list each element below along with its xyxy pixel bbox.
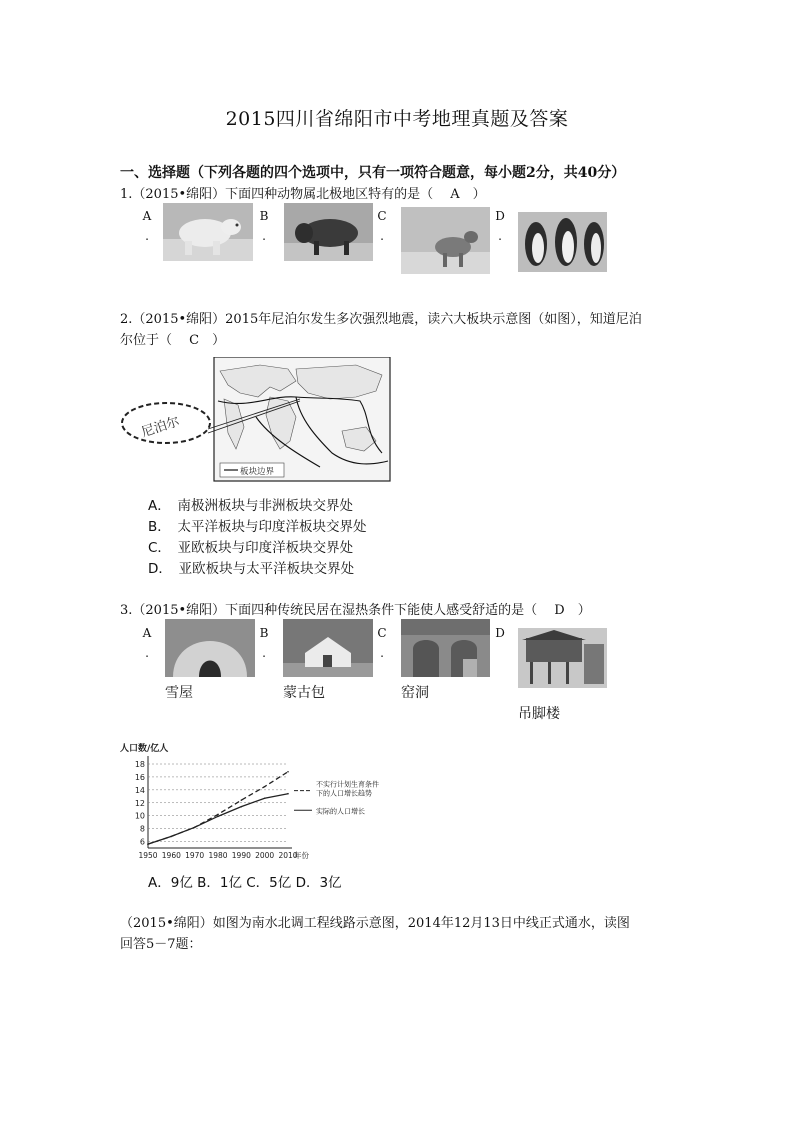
data-point (217, 814, 219, 816)
q2-choice-c: C． 亚欧板块与印度洋板块交界处 (148, 540, 354, 556)
polar-bear-photo (163, 203, 253, 261)
data-point (194, 827, 196, 829)
q2-choice-b: B． 太平洋板块与印度洋板块交界处 (148, 519, 367, 535)
y-tick-label: 14 (134, 785, 145, 795)
q2-choice-d: D． 亚欧板块与太平洋板块交界处 (148, 561, 355, 577)
legend-text: 实际的人口增长 (316, 807, 365, 816)
wolf-photo (401, 207, 490, 274)
legend-text: 不实行计划生育条件 (316, 780, 379, 789)
question-1-text: 1.（2015•绵阳）下面四种动物属北极地区特有的是（ A ） (120, 187, 486, 202)
question-2-line-2: 尔位于（ C ） (120, 333, 226, 348)
q4-choices: A．9亿 B．1亿 C．5亿 D．3亿 (148, 875, 342, 891)
question-5-line-1: （2015•绵阳）如图为南水北调工程线路示意图，2014年12月13日中线正式通水，读图 (120, 916, 630, 931)
yurt-photo (283, 619, 373, 677)
data-point (241, 806, 243, 808)
nepal-label: 尼泊尔 (139, 414, 182, 441)
y-tick-label: 18 (134, 760, 145, 769)
x-tick-label: 1980 (208, 851, 228, 860)
caption-igloo: 雪屋 (165, 685, 193, 701)
data-point (287, 771, 289, 773)
penguins-photo (518, 212, 607, 272)
data-point (264, 786, 266, 788)
data-point (241, 799, 243, 801)
stilt-house-photo (518, 628, 607, 688)
x-tick-label: 1950 (138, 851, 158, 860)
q3-option-b: B . (259, 626, 269, 660)
question-2-line-1: 2.（2015•绵阳）2015年尼泊尔发生多次强烈地震，读六大板块示意图（如图），知道尼泊 (120, 312, 642, 327)
chart-ylabel: 人口数/亿人 (120, 744, 169, 754)
question-5-line-2: 回答5－7题： (120, 937, 202, 952)
data-point (217, 816, 219, 818)
q1-option-d: D . (495, 209, 505, 243)
y-tick-label: 10 (134, 811, 145, 821)
data-point (171, 836, 173, 838)
q2-choice-a: A． 南极洲板块与非洲板块交界处 (148, 498, 353, 514)
q3-option-c: C . (377, 626, 387, 660)
question-3-text: 3.（2015•绵阳）下面四种传统民居在湿热条件下能使人感受舒适的是（ D ） (120, 603, 591, 618)
y-tick-label: 8 (139, 824, 145, 834)
y-tick-label: 12 (134, 798, 145, 808)
data-point (264, 797, 266, 799)
data-point (287, 793, 289, 795)
population-chart (118, 742, 418, 864)
caption-yurt: 蒙古包 (283, 685, 325, 701)
q1-option-a: A . (142, 209, 152, 243)
cave-dwelling-photo (401, 619, 490, 677)
caption-stilt-house: 吊脚楼 (518, 706, 560, 722)
q1-option-c: C . (377, 209, 387, 243)
plate-boundary-legend: 板块边界 (240, 467, 275, 477)
x-tick-label: 1990 (231, 851, 251, 860)
y-tick-label: 6 (139, 837, 145, 847)
q3-option-a: A . (142, 626, 152, 660)
musk-ox-photo (284, 203, 373, 261)
igloo-photo (165, 619, 255, 677)
legend-text: 下的人口增长趋势 (316, 789, 372, 798)
x-tick-label: 1960 (161, 851, 181, 860)
q1-option-b: B . (259, 209, 269, 243)
x-tick-label: 1970 (185, 851, 205, 860)
x-tick-label: 2000 (255, 851, 275, 860)
series-no-family-planning (148, 772, 288, 844)
page-title: 2015四川省绵阳市中考地理真题及答案 (225, 108, 569, 130)
q3-option-d: D (495, 626, 505, 640)
series-actual-growth (148, 794, 288, 844)
data-point (147, 843, 149, 845)
caption-cave-dwelling: 窑洞 (401, 685, 429, 701)
y-tick-label: 16 (134, 772, 145, 782)
plate-map (120, 357, 392, 485)
chart-xlabel: 年份 (294, 851, 309, 860)
x-tick-label: 2010 (278, 851, 298, 860)
section-header: 一、选择题（下列各题的四个选项中，只有一项符合题意，每小题2分，共40分） (120, 165, 626, 181)
